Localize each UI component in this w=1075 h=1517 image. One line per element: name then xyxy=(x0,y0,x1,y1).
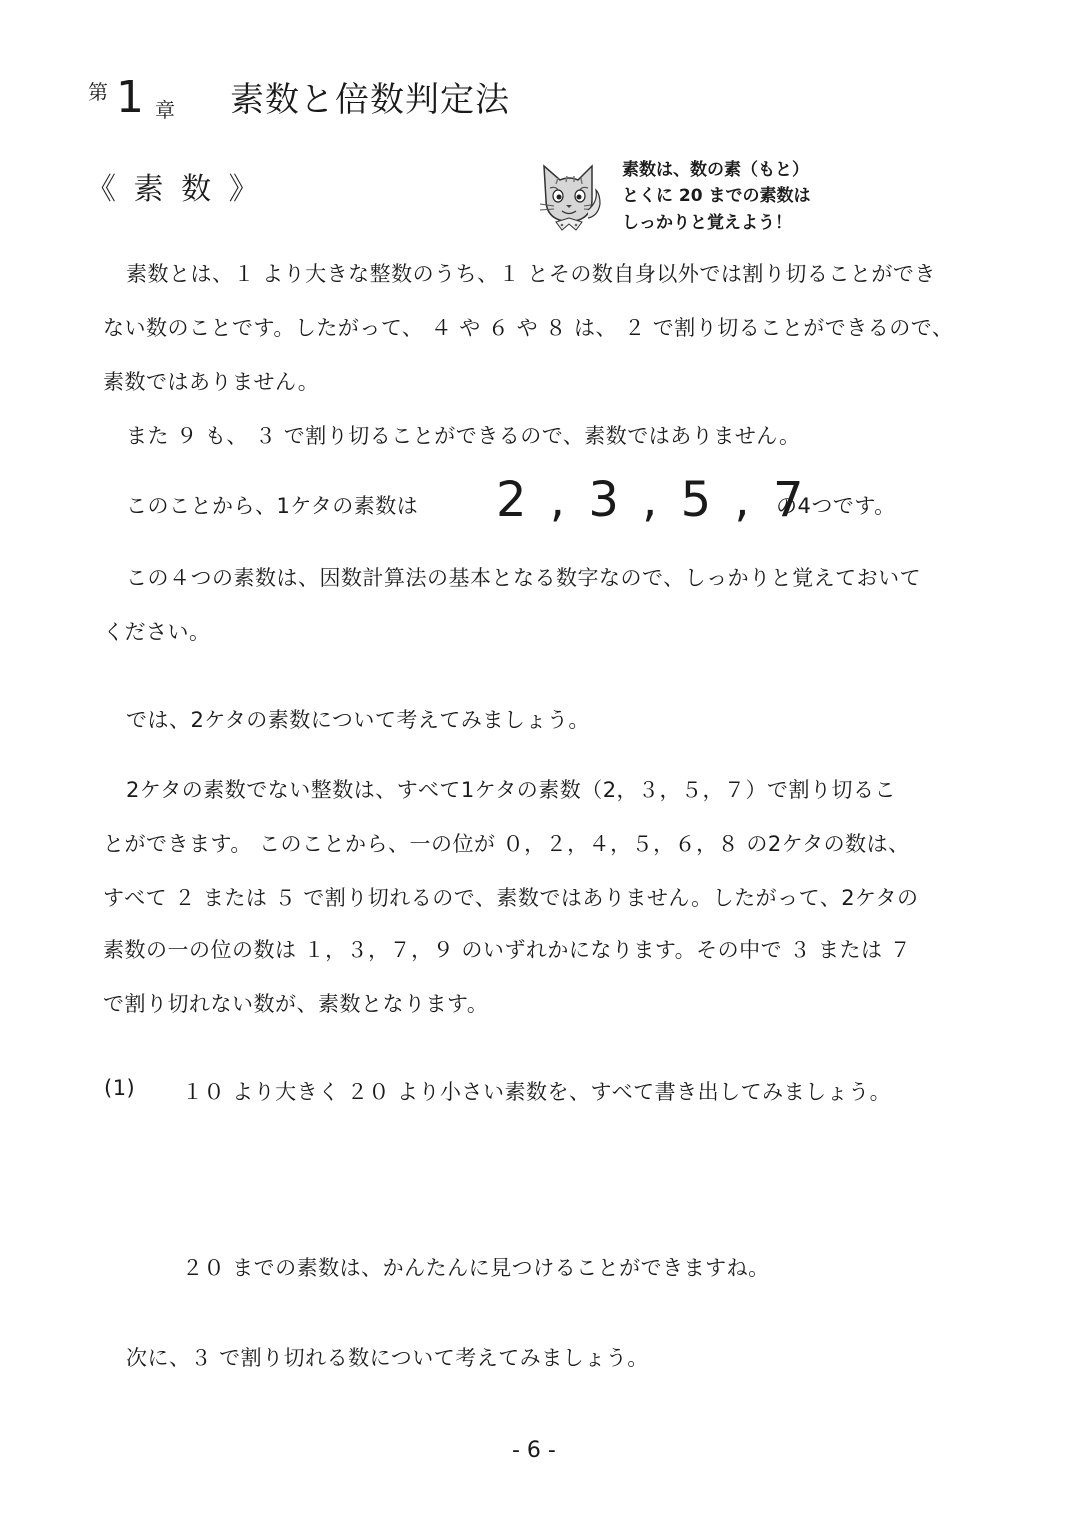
paragraph-6-line-2: とができます。 このことから、一の位が ０，２，４，５，６，８ の2ケタの数は、 xyxy=(103,832,910,856)
paragraph-1-line-1: 素数とは、１ より大きな整数のうち、１ とその数自身以外では割り切ることができ xyxy=(126,262,936,286)
paragraph-3-suffix: の4つです。 xyxy=(776,494,896,518)
paragraph-1-line-3: 素数ではありません。 xyxy=(103,370,320,394)
single-digit-primes: 2 , 3 , 5 , 7 xyxy=(496,472,808,528)
paragraph-6-line-3: すべて ２ または ５ で割り切れるので、素数ではありません。したがって、2ケタの xyxy=(103,886,919,910)
paragraph-5: では、2ケタの素数について考えてみましょう。 xyxy=(126,708,590,732)
paragraph-6-line-1: 2ケタの素数でない整数は、すべて1ケタの素数（2，３，５，７）で割り切るこ xyxy=(126,778,897,802)
chapter-prefix: 第 xyxy=(88,80,108,104)
chapter-suffix: 章 xyxy=(155,98,175,122)
cat-mascot-icon xyxy=(536,160,602,236)
paragraph-4-line-2: ください。 xyxy=(103,620,211,644)
question-1-number: (1) xyxy=(104,1076,136,1100)
paragraph-6-line-4: 素数の一の位の数は １，３，７，９ のいずれかになります。その中で ３ または ７ xyxy=(103,938,912,962)
paragraph-7: ２０ までの素数は、かんたんに見つけることができますね。 xyxy=(182,1256,770,1280)
callout-line-2: とくに 20 までの素数は xyxy=(622,186,811,206)
callout-line-1: 素数は、数の素（もと） xyxy=(622,160,809,180)
paragraph-2: また ９ も、 ３ で割り切ることができるので、素数ではありません。 xyxy=(126,424,801,448)
chapter-title: 素数と倍数判定法 xyxy=(230,80,510,120)
paragraph-1-line-2: ない数のことです。したがって、 ４ や ６ や ８ は、 ２ で割り切ることができるので、 xyxy=(103,316,954,340)
paragraph-3-prefix: このことから、1ケタの素数は xyxy=(126,494,419,518)
page-number: - 6 - xyxy=(512,1438,556,1463)
paragraph-4-line-1: この４つの素数は、因数計算法の基本となる数字なので、しっかりと覚えておいて xyxy=(126,566,922,590)
question-1-text: １０ より大きく ２０ より小さい素数を、すべて書き出してみましょう。 xyxy=(182,1080,892,1104)
callout-line-3: しっかりと覚えよう！ xyxy=(622,213,792,233)
chapter-number: 1 xyxy=(116,72,144,123)
paragraph-6-line-5: で割り切れない数が、素数となります。 xyxy=(103,992,489,1016)
paragraph-8: 次に、３ で割り切れる数について考えてみましょう。 xyxy=(126,1346,649,1370)
section-title: 《 素 数 》 xyxy=(86,172,263,207)
